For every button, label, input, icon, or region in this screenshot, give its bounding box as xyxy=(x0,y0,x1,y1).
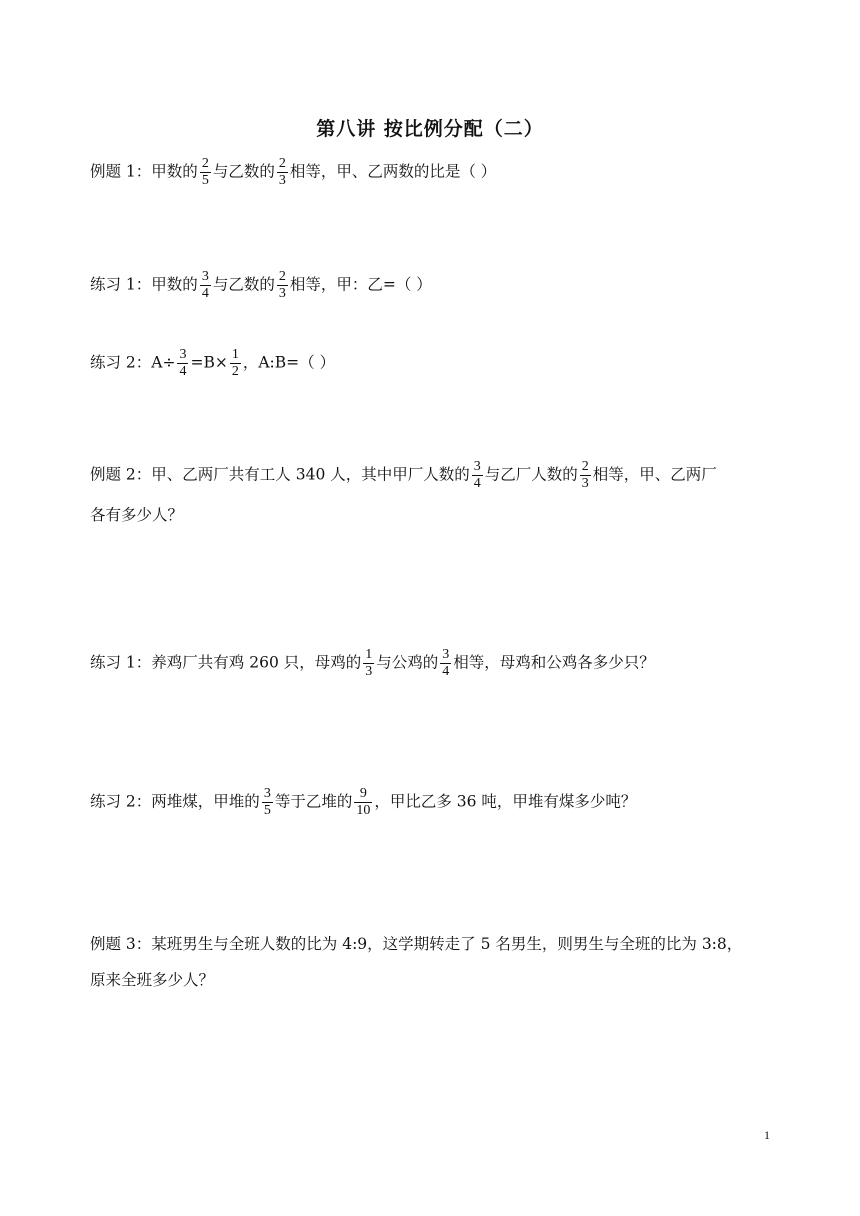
exercise-2b xyxy=(90,786,636,819)
example-1 xyxy=(90,156,496,189)
fraction-numerator: 2 xyxy=(278,156,286,171)
example-1-label: 例题 1： xyxy=(90,162,152,181)
fraction xyxy=(200,269,211,302)
text-segment: 养鸡厂共有鸡 260 只，母鸡的 xyxy=(151,653,362,672)
text-segment: 与乙数的 xyxy=(212,275,275,294)
text-segment: 相等，甲、乙两厂 xyxy=(592,465,717,484)
fraction-denominator: 10 xyxy=(356,803,371,818)
fraction xyxy=(277,269,288,302)
text-segment: 相等，甲：乙=（ ） xyxy=(289,275,432,294)
example-2-label: 例题 2： xyxy=(90,465,152,484)
text-segment: 甲数的 xyxy=(151,162,198,181)
fraction xyxy=(354,786,372,819)
fraction xyxy=(580,459,591,492)
text-segment: A÷ xyxy=(151,353,176,372)
exercise-1b xyxy=(90,647,655,680)
example-2-continuation: 各有多少人？ xyxy=(90,506,184,524)
fraction-numerator: 3 xyxy=(179,347,187,362)
fraction-denominator: 3 xyxy=(278,286,286,301)
fraction-numerator: 1 xyxy=(365,647,373,662)
fraction-denominator: 3 xyxy=(278,173,286,188)
fraction xyxy=(230,347,241,380)
text-segment: 与公鸡的 xyxy=(376,653,439,672)
text-segment: 甲数的 xyxy=(151,275,198,294)
fraction-denominator: 2 xyxy=(231,364,239,379)
fraction xyxy=(177,347,188,380)
text-segment: 与乙数的 xyxy=(212,162,275,181)
fraction-numerator: 2 xyxy=(201,156,209,171)
example-2 xyxy=(90,459,717,492)
exercise-label: 练习 2： xyxy=(90,792,152,811)
text-segment: ，A:B=（ ） xyxy=(242,353,336,372)
fraction-denominator: 5 xyxy=(263,803,271,818)
fraction xyxy=(363,647,374,680)
fraction xyxy=(262,786,273,819)
text-segment: 某班男生与全班人数的比为 4:9，这学期转走了 5 名男生，则男生与全班的比为 3:8， xyxy=(151,935,743,953)
text-segment: 等于乙堆的 xyxy=(274,792,353,811)
fraction-numerator: 2 xyxy=(581,459,589,474)
example-3 xyxy=(90,934,742,954)
fraction-denominator: 4 xyxy=(201,286,209,301)
example-3-label: 例题 3： xyxy=(90,935,152,953)
fraction-numerator: 3 xyxy=(263,786,271,801)
exercise-2a xyxy=(90,347,335,380)
text-segment: =B× xyxy=(190,353,228,372)
text-segment: 两堆煤，甲堆的 xyxy=(151,792,260,811)
exercise-label: 练习 1： xyxy=(90,653,152,672)
fraction-denominator: 5 xyxy=(201,173,209,188)
fraction xyxy=(440,647,451,680)
fraction-denominator: 4 xyxy=(473,476,481,491)
text-segment: 相等，甲、乙两数的比是（ ） xyxy=(289,162,497,181)
example-3-continuation: 原来全班多少人？ xyxy=(90,971,215,989)
fraction-denominator: 3 xyxy=(581,476,589,491)
exercise-1a xyxy=(90,269,432,302)
page-number: 1 xyxy=(764,1128,770,1142)
fraction-numerator: 3 xyxy=(201,269,209,284)
fraction-numerator: 2 xyxy=(278,269,286,284)
fraction-numerator: 1 xyxy=(231,347,239,362)
exercise-label: 练习 2： xyxy=(90,353,152,372)
fraction xyxy=(277,156,288,189)
fraction xyxy=(200,156,211,189)
fraction-denominator: 4 xyxy=(179,364,187,379)
text-segment: 甲、乙两厂共有工人 340 人，其中甲厂人数的 xyxy=(151,465,470,484)
fraction-numerator: 3 xyxy=(473,459,481,474)
text-segment: ，甲比乙多 36 吨，甲堆有煤多少吨？ xyxy=(374,792,637,811)
text-segment: 相等，母鸡和公鸡各多少只？ xyxy=(453,653,655,672)
fraction-denominator: 3 xyxy=(365,664,373,679)
fraction xyxy=(472,459,483,492)
fraction-numerator: 9 xyxy=(354,786,372,803)
exercise-label: 练习 1： xyxy=(90,275,152,294)
text-segment: 与乙厂人数的 xyxy=(484,465,578,484)
fraction-denominator: 4 xyxy=(442,664,450,679)
fraction-numerator: 3 xyxy=(442,647,450,662)
page-title: 第八讲 按比例分配（二） xyxy=(316,118,544,140)
